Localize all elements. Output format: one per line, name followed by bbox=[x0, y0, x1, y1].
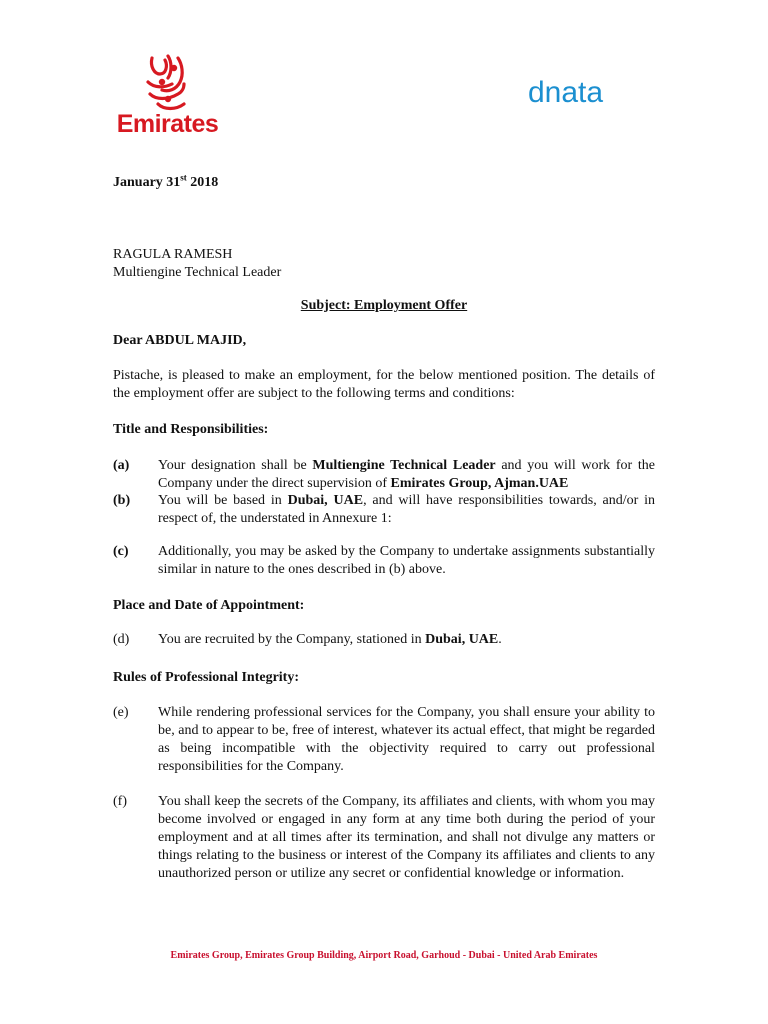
recipient-name: RAGULA RAMESH bbox=[113, 247, 233, 262]
date-year: 2018 bbox=[186, 175, 219, 190]
designation-bold: Multiengine Technical Leader bbox=[312, 458, 496, 473]
subject-line: Subject: Employment Offer bbox=[300, 298, 468, 313]
footer-address: Emirates Group, Emirates Group Building, Airport Road, Garhoud - Dubai - United Arab Emirates bbox=[170, 950, 598, 961]
emirates-calligraphy-icon bbox=[138, 52, 198, 114]
section-heading-place: Place and Date of Appointment: bbox=[113, 598, 305, 613]
clause-text-part: . bbox=[498, 632, 502, 647]
clause-label: (d) bbox=[113, 632, 130, 647]
clause-text-part: You will be based in bbox=[158, 493, 288, 508]
clause-label: (e) bbox=[113, 705, 129, 720]
clause-text-part: and you will work for the Company under the direct supervision of bbox=[158, 458, 655, 491]
recipient-title: Multiengine Technical Leader bbox=[113, 265, 282, 280]
clause-label: (c) bbox=[113, 544, 129, 559]
clause-text: You shall keep the secrets of the Company, its affiliates and clients, with whom you may become involved or engaged in any form at any time both during the period of your employment and at all times after its termination, and shall not divulge any matters or things relating to the business or interest of the Company its affiliates and clients to any unauthorized person or utilize any secret or confidential knowledge or information. bbox=[158, 794, 655, 881]
clause-label: (b) bbox=[113, 493, 131, 508]
emirates-logo bbox=[110, 52, 225, 142]
clause-label: (a) bbox=[113, 458, 130, 473]
clause-text-part: , and will have responsibilities towards, and/or in respect of, the understated in Annexure 1: bbox=[158, 493, 655, 526]
letter-date bbox=[113, 174, 655, 192]
clause-text bbox=[158, 631, 655, 649]
location-bold: Dubai, UAE bbox=[287, 493, 364, 508]
clause-text: Additionally, you may be asked by the Company to undertake assignments substantially similar in nature to the ones described in (b) above. bbox=[158, 544, 655, 577]
clause-text-part: Your designation shall be bbox=[158, 458, 313, 473]
clause-text-part: You are recruited by the Company, stationed in bbox=[158, 632, 426, 647]
location-bold: Dubai, UAE bbox=[425, 632, 499, 647]
clause-text: While rendering professional services for the Company, you shall ensure your ability to be, and to appear to be, free of interest, whatever its actual effect, that might be regarded as being incompatible with the objectivity required to carry out professional responsibilities for the Company. bbox=[158, 705, 655, 774]
section-heading-rules: Rules of Professional Integrity: bbox=[113, 670, 299, 685]
clause-text bbox=[158, 492, 655, 528]
clause-text bbox=[158, 457, 655, 493]
dnata-logo: dnata bbox=[528, 76, 604, 109]
recipient-block bbox=[113, 246, 655, 282]
clause-label: (f) bbox=[113, 794, 127, 809]
section-heading-title: Title and Responsibilities: bbox=[113, 422, 269, 437]
date-main: January 31 bbox=[113, 175, 181, 190]
supervisor-bold: Emirates Group, Ajman.UAE bbox=[390, 476, 569, 491]
date-suffix: st bbox=[180, 172, 187, 183]
salutation: Dear ABDUL MAJID, bbox=[113, 333, 247, 348]
intro-paragraph: Pistache, is pleased to make an employment, for the below mentioned position. The details of the employment offer are subject to the following terms and conditions: bbox=[113, 368, 655, 401]
emirates-wordmark: Emirates bbox=[116, 110, 219, 138]
